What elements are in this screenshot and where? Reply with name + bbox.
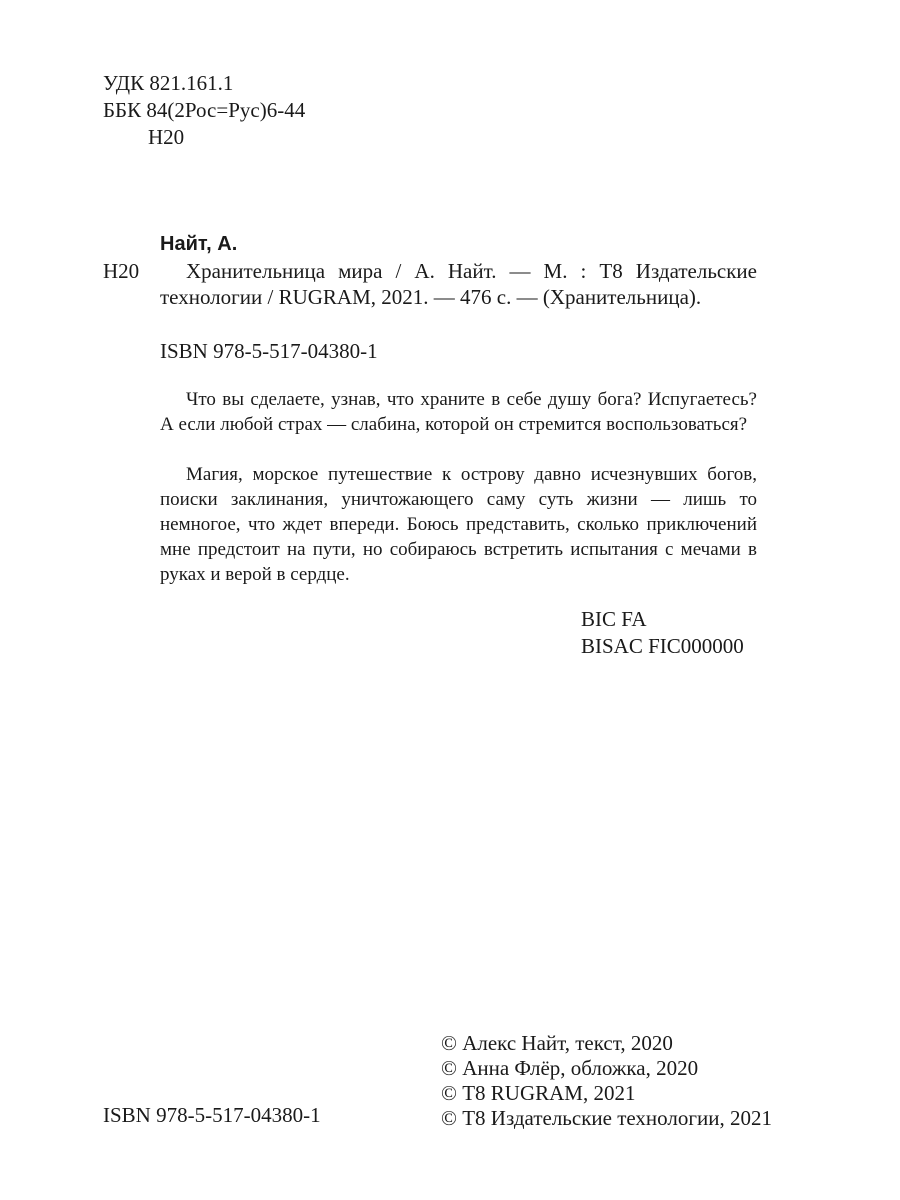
bibliographic-description: Хранительница мира / А. Найт. — М. : Т8 Издательские технологии / RUGRAM, 2021. — 476 с. — (Хранительница). — [160, 259, 757, 309]
bisac-code: BISAC FIC000000 — [581, 634, 744, 658]
udk-code: УДК 821.161.1 — [103, 71, 234, 95]
bbk-code: ББК 84(2Рос=Рус)6-44 — [103, 98, 306, 122]
isbn-footer: ISBN 978-5-517-04380-1 — [103, 1103, 321, 1127]
copyright-line: © Т8 Издательские технологии, 2021 — [441, 1106, 772, 1130]
copyright-line: © Анна Флёр, обложка, 2020 — [441, 1056, 699, 1080]
isbn-card: ISBN 978-5-517-04380-1 — [160, 339, 378, 363]
author-mark-top: Н20 — [148, 125, 185, 149]
copyright-line: © Алекс Найт, текст, 2020 — [441, 1031, 673, 1055]
author-mark-card: Н20 — [103, 259, 140, 283]
author-name: Найт, А. — [160, 233, 238, 255]
copyright-line: © Т8 RUGRAM, 2021 — [441, 1081, 636, 1105]
annotation-paragraph-1: Что вы сделаете, узнав, что храните в себе душу бога? Испугаетесь? А если любой страх — слабина, которой он стремится воспользоваться? — [160, 389, 757, 435]
annotation-paragraph-2: Магия, морское путешествие к острову давно исчезнувших богов, поиски заклинания, уничтожающего саму суть жизни — лишь то немногое, что ждет впереди. Боюсь представить, сколько приключений мне предстоит на пути, но собираюсь встретить испытания с мечами в руках и верой в сердце. — [160, 464, 757, 585]
bic-code: BIC FA — [581, 607, 647, 631]
